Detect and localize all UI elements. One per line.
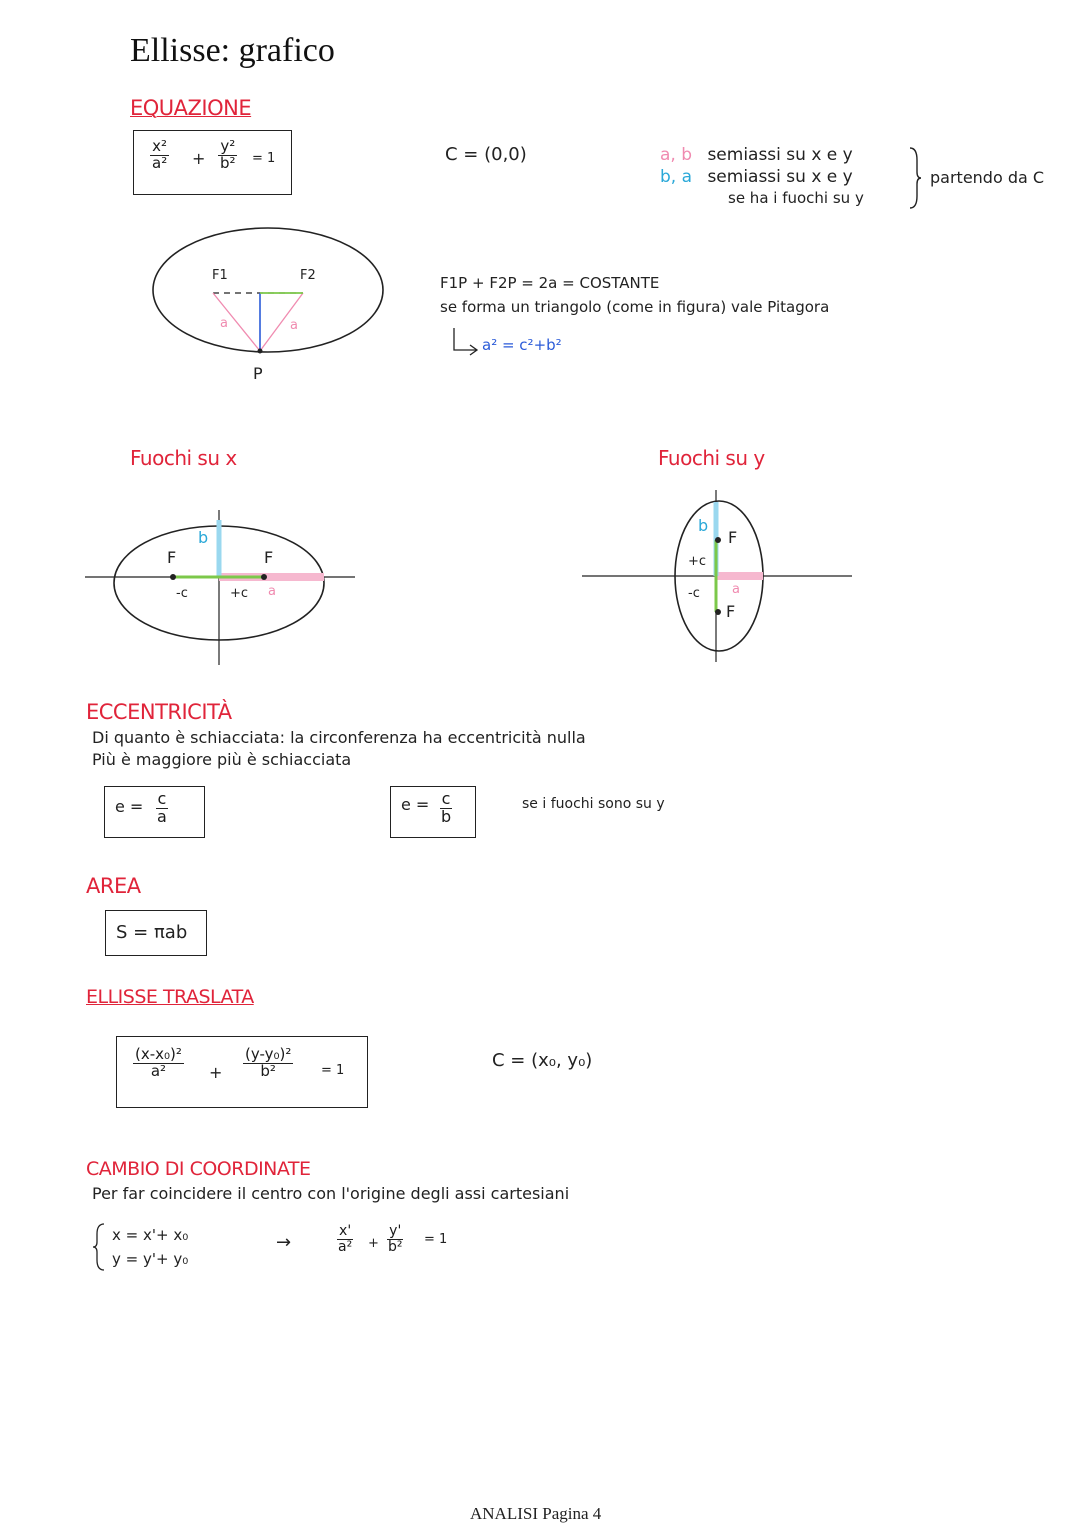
label-a: a bbox=[268, 584, 276, 599]
left-brace-icon bbox=[92, 1222, 106, 1272]
label-b: b bbox=[698, 516, 709, 535]
frac-x-x0: $\frac{\text{(x-x₀)²}}{\text{a²}}$ bbox=[135, 1045, 182, 1080]
plus-sign: + bbox=[192, 149, 206, 168]
section-heading-cambio: CAMBIO DI COORDINATE bbox=[86, 1158, 311, 1180]
eccentricita-line2: Più è maggiore più è schiacciata bbox=[92, 750, 352, 769]
point-p bbox=[258, 349, 263, 354]
ellipse-foci-y-diagram bbox=[580, 490, 860, 670]
semiassi-line2: b, a semiassi su x e y bbox=[660, 167, 853, 187]
label-f-bottom: F bbox=[726, 602, 736, 621]
focus-left-point bbox=[170, 574, 176, 580]
label-b: b bbox=[198, 528, 209, 547]
label-f-top: F bbox=[728, 528, 738, 547]
eccentricity-formula-y-box: e = $\frac{c}{b}$ bbox=[390, 786, 476, 838]
label-f-right: F bbox=[264, 548, 274, 567]
corner-arrow-icon bbox=[452, 326, 482, 356]
equals-one: = 1 bbox=[424, 1232, 448, 1247]
label-a-right: a bbox=[290, 318, 298, 333]
ellipse-triangle-diagram bbox=[140, 225, 400, 385]
ellipse-outline bbox=[153, 228, 383, 352]
translated-equation-box bbox=[116, 1036, 368, 1108]
center-origin: C = (0,0) bbox=[445, 144, 527, 165]
section-heading-area: AREA bbox=[86, 874, 141, 898]
label-minus-c: -c bbox=[176, 586, 188, 601]
frac-y-prime: $\frac{y'}{\text{b²}}$ bbox=[388, 1223, 403, 1255]
cambio-line1: Per far coincidere il centro con l'origine degli assi cartesiani bbox=[92, 1184, 570, 1203]
frac-y2-b2: $\frac{\text{y²}}{\text{b²}}$ bbox=[220, 137, 236, 172]
section-heading-fuochi-y: Fuochi su y bbox=[658, 446, 765, 470]
pitagora-line2: se forma un triangolo (come in figura) vale Pitagora bbox=[440, 298, 830, 316]
label-plus-c: +c bbox=[230, 586, 249, 601]
frac-y-y0: $\frac{\text{(y-y₀)²}}{\text{b²}}$ bbox=[245, 1045, 292, 1080]
eccentricita-line1: Di quanto è schiacciata: la circonferenza ha eccentricità nulla bbox=[92, 728, 586, 747]
focus-top-point bbox=[715, 537, 721, 543]
frac-c-a: $\frac{c}{a}$ bbox=[157, 789, 167, 826]
eccentricity-formula-box: e = $\frac{c}{a}$ bbox=[104, 786, 205, 838]
section-heading-eccentricita: ECCENTRICITÀ bbox=[86, 700, 232, 724]
area-formula-box: S = πab bbox=[105, 910, 207, 956]
equals-one: = 1 bbox=[252, 151, 276, 166]
label-f1: F1 bbox=[212, 268, 228, 283]
plus-sign: + bbox=[209, 1063, 223, 1082]
equation-box bbox=[133, 130, 292, 195]
focus-bottom-point bbox=[715, 609, 721, 615]
frac-c-b: $\frac{c}{b}$ bbox=[441, 789, 452, 826]
ellipse-foci-x-diagram bbox=[80, 510, 370, 670]
eccentricita-note: se i fuochi sono su y bbox=[522, 796, 665, 812]
semiassi-side-note: partendo da C bbox=[930, 168, 1045, 187]
pitagora-line1: F1P + F2P = 2a = COSTANTE bbox=[440, 274, 660, 292]
section-heading-traslata: ELLISSE TRASLATA bbox=[86, 986, 254, 1008]
label-f-left: F bbox=[167, 548, 177, 567]
label-f2: F2 bbox=[300, 268, 316, 283]
right-brace-icon bbox=[908, 146, 922, 210]
label-a-left: a bbox=[220, 316, 228, 331]
frac-x-prime: $\frac{x'}{\text{a²}}$ bbox=[338, 1223, 353, 1255]
system-eq1: x = x'+ x₀ bbox=[112, 1226, 189, 1244]
arrow-icon: → bbox=[276, 1232, 292, 1253]
page-title: Ellisse: grafico bbox=[130, 32, 335, 69]
label-plus-c: +c bbox=[688, 554, 707, 569]
section-heading-fuochi-x: Fuochi su x bbox=[130, 446, 237, 470]
pitagora-line3: a² = c²+b² bbox=[482, 336, 562, 354]
label-p: P bbox=[253, 364, 263, 383]
frac-x2-a2: $\frac{\text{x²}}{\text{a²}}$ bbox=[152, 137, 168, 172]
label-a: a bbox=[732, 582, 740, 597]
label-minus-c: -c bbox=[688, 586, 700, 601]
system-eq2: y = y'+ y₀ bbox=[112, 1250, 189, 1268]
focus-right-point bbox=[261, 574, 267, 580]
page-footer: ANALISI Pagina 4 bbox=[470, 1504, 602, 1523]
section-heading-equazione: EQUAZIONE bbox=[130, 96, 252, 120]
semiassi-line1: a, b semiassi su x e y bbox=[660, 145, 853, 165]
equals-one: = 1 bbox=[321, 1063, 345, 1078]
semiassi-line3: se ha i fuochi su y bbox=[728, 189, 864, 207]
translated-center: C = (x₀, y₀) bbox=[492, 1050, 593, 1071]
plus-sign: + bbox=[368, 1236, 379, 1251]
